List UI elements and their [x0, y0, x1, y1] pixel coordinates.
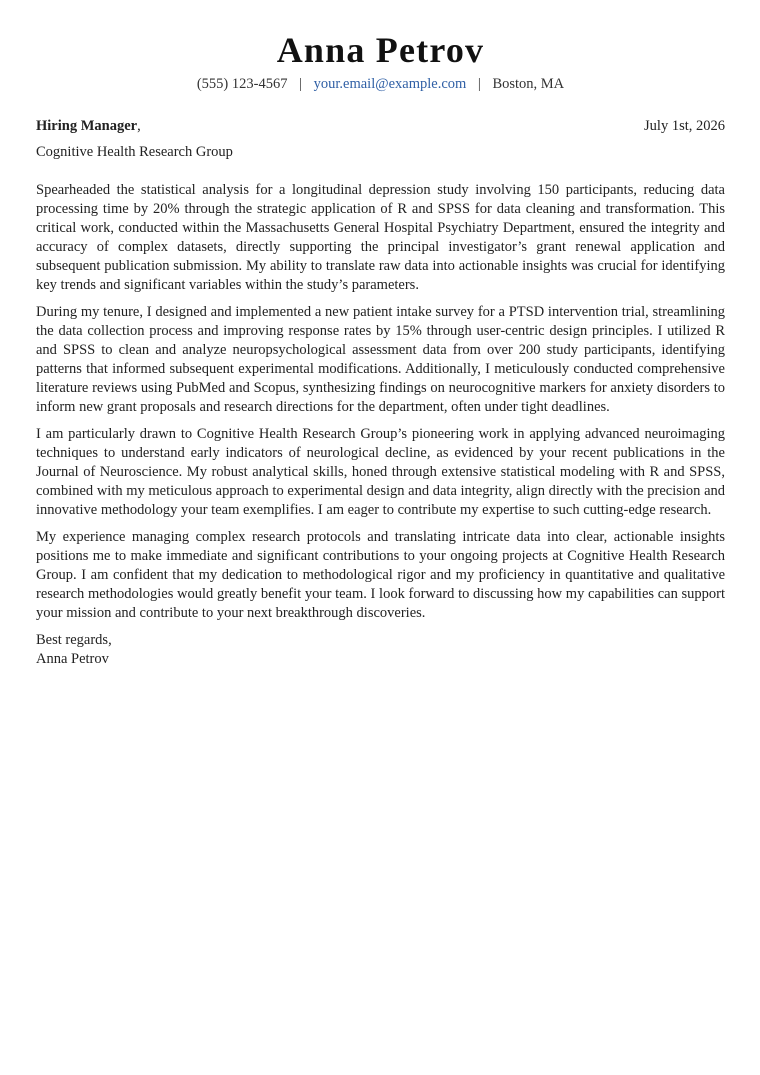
recipient-name-suffix: , — [137, 118, 141, 134]
recipient-name: Hiring Manager — [36, 118, 138, 134]
letter-date: July 1st, 2026 — [644, 118, 725, 134]
letter-body — [36, 181, 725, 623]
signature-name: Anna Petrov — [36, 651, 109, 667]
cover-letter-page — [36, 0, 725, 669]
applicant-name: Anna Petrov — [276, 30, 485, 70]
closing-block — [36, 631, 725, 669]
contact-line — [36, 74, 725, 94]
closing-salutation: Best regards, — [36, 632, 112, 648]
contact-separator: | — [299, 76, 302, 92]
phone-number: (555) 123-4567 — [196, 76, 288, 92]
contact-separator: | — [477, 76, 481, 92]
body-paragraph: My experience managing complex research protocols and translating intricate data into clear, actionable insights positions me to make immediate and significant contributions to your ongoing projects at Cognitive Health Research Group. I am confident that my dedication to methodological rigor and my proficiency in quantitative and qualitative research methodologies would greatly benefit your team. I look forward to discussing how my capabilities can support your mission and contribute to your next breakthrough discoveries. — [36, 529, 725, 621]
body-paragraph: I am particularly drawn to Cognitive Health Research Group’s pioneering work in applying advanced neuroimaging techniques to understand early indicators of neurological decline, as evidenced by your recent publications in the Journal of Neuroscience. My robust analytical skills, honed through extensive statistical modeling with R and SPSS, combined with my meticulous approach to experimental design and data integrity, align directly with the precision and innovative methodology your team exemplifies. I am eager to contribute my expertise to such cutting-edge research. — [36, 426, 725, 518]
recipient-date-row — [36, 116, 725, 136]
recipient-organization: Cognitive Health Research Group — [36, 144, 233, 160]
recipient-line — [36, 116, 141, 136]
location: Boston, MA — [492, 76, 565, 92]
body-paragraph: Spearheaded the statistical analysis for a longitudinal depression study involving 150 participants, reducing data processing time by 20% through the strategic application of R and SPSS for data cleaning and transformation. This critical work, conducted within the Massachusetts General Hospital Psychiatry Department, ensured the integrity and accuracy of complex datasets, directly supporting the principal investigator’s grant renewal application and subsequent publication submission. My ability to translate raw data into actionable insights was crucial for identifying key trends and significant variables within the study’s parameters. — [36, 182, 725, 293]
body-paragraph: During my tenure, I designed and implemented a new patient intake survey for a PTSD intervention trial, streamlining the data collection process and improving response rates by 15% through user-centric design principles. I utilized R and SPSS to clean and analyze neuropsychological assessment data from over 200 study participants, identifying patterns that informed subsequent experimental modifications. Additionally, I meticulously conducted comprehensive literature reviews using PubMed and Scopus, synthesizing findings on neurocognitive markers for anxiety disorders to inform new grant proposals and research directions for the department, often under tight deadlines. — [36, 304, 725, 415]
email-link[interactable]: your.email@example.com — [313, 76, 467, 92]
